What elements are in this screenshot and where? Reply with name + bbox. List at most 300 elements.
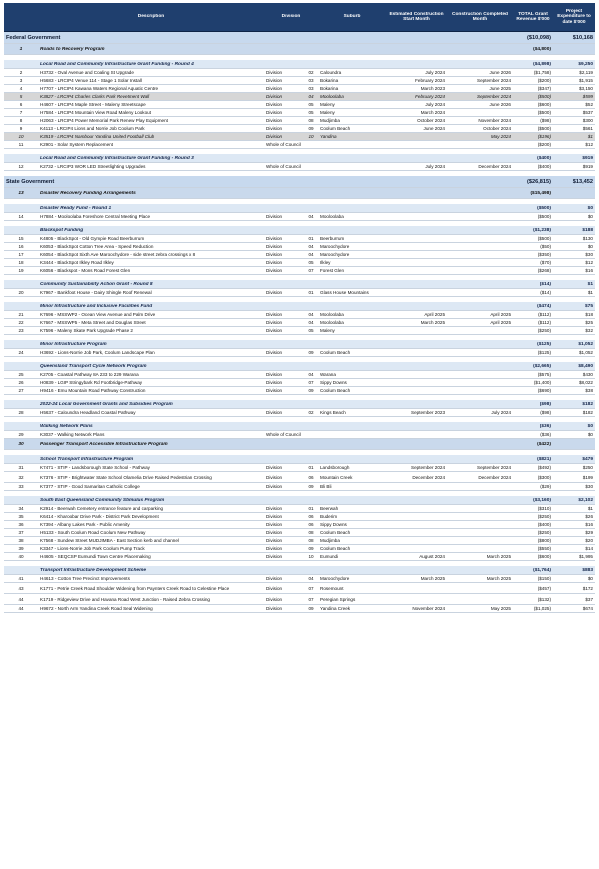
row-description: K7667 - MSSWP5 - Meta Street and Douglas Street [40, 320, 146, 325]
row-revenue: ($50) [540, 244, 551, 249]
row-division-number: 10 [308, 134, 314, 139]
table-row [4, 289, 595, 297]
row-revenue: ($70) [540, 260, 551, 265]
program-row [4, 154, 595, 163]
row-division: Division [266, 102, 283, 107]
program-revenue: ($2,665) [533, 363, 551, 369]
row-description: K3037 - Walking Network Plans [40, 432, 105, 437]
program-expenditure: $883 [582, 567, 593, 573]
row-suburb: Bokarina [320, 86, 339, 91]
program-revenue: ($36) [539, 423, 551, 429]
row-revenue: ($250) [537, 328, 551, 333]
row-division: Division [266, 236, 283, 241]
table-row [4, 251, 595, 259]
table-row [4, 267, 595, 275]
row-division: Division [266, 576, 283, 581]
program-number: 30 [18, 441, 24, 447]
row-description: K2732 - LRCIP3 WOR LED Streetlighting Upgrades [40, 164, 146, 169]
row-suburb: Coolum Beach [320, 350, 351, 355]
row-division: Division [266, 126, 283, 131]
row-revenue: ($492) [537, 465, 551, 470]
table-row [4, 141, 595, 149]
row-expenditure: $37 [585, 596, 593, 602]
program-title: Local Road and Community Infrastructure Grant Funding - Round 4 [40, 61, 194, 67]
program-revenue: ($125) [537, 341, 551, 347]
row-division: Division [266, 554, 283, 559]
row-description: K4113 - LRCIP4 Lions and Norrie Job Coolum Park [40, 126, 145, 131]
row-suburb: Maroochydore [320, 576, 350, 581]
table-header [4, 3, 595, 32]
row-expenditure: $1,915 [578, 78, 593, 83]
row-expenditure: $12 [585, 142, 593, 147]
row-description: K7568 - Sundew Street MUDJIMBA - East Section kerb and channel [40, 538, 179, 543]
row-start-month: September 2024 [411, 465, 445, 470]
table-row [4, 379, 595, 387]
row-description: K7596 - Maleny Skate Park Upgrade Phase 2 [40, 328, 133, 333]
program-expenditure: $479 [582, 456, 593, 462]
row-division: Division [266, 546, 283, 551]
row-number: 16 [18, 244, 24, 249]
row-suburb: Maleny [320, 328, 335, 333]
row-division: Division [266, 484, 283, 489]
table-row [4, 529, 595, 537]
row-revenue: ($600) [537, 554, 551, 559]
row-suburb: Caloundra [320, 70, 342, 75]
row-suburb: Beerwah [320, 506, 339, 511]
row-description: H4607 - LRCIP4 Maple Street - Maleny Streetscape [40, 102, 146, 107]
row-revenue: ($98) [540, 410, 551, 415]
header-suburb: Suburb [343, 14, 361, 20]
row-number: 2 [19, 70, 23, 75]
program-title: Walking Network Plans [40, 423, 93, 429]
program-number-row [4, 188, 595, 199]
row-start-month: March 2024 [420, 110, 445, 115]
program-number: 1 [19, 46, 23, 52]
row-revenue: ($200) [537, 142, 551, 147]
row-expenditure: $919 [582, 164, 593, 169]
row-revenue: ($690) [537, 388, 551, 393]
row-suburb: Maleny [320, 102, 335, 107]
section-revenue: ($10,098) [527, 34, 551, 41]
row-suburb: Coolum Beach [320, 546, 351, 551]
program-expenditure: $1 [587, 281, 593, 287]
row-description: H3692 - Lions-Norrie Job Park, Coolum Landscape Plan [40, 350, 155, 355]
row-revenue: ($800) [537, 538, 551, 543]
row-number: 10 [18, 134, 24, 139]
row-revenue: ($310) [537, 506, 551, 511]
row-completed-month: October 2024 [483, 126, 511, 131]
row-expenditure: $300 [582, 118, 593, 123]
table-row [4, 85, 595, 93]
program-title: Passenger Transport Accessible Infrastructure Program [40, 441, 168, 447]
row-number: 29 [18, 432, 24, 437]
row-description: K3444 - BlackSpot Ilkley Road Ilkley [40, 260, 114, 265]
program-expenditure: $9,250 [578, 61, 593, 67]
row-division-number: 03 [308, 86, 314, 91]
row-number: 31 [18, 465, 24, 470]
row-description: K3347 - Lions-Norrie Job Park Coolum Pump Track [40, 546, 145, 551]
row-revenue: ($250) [537, 530, 551, 535]
row-division: Division [266, 372, 283, 377]
row-division: Division [266, 388, 283, 393]
program-row [4, 422, 595, 431]
row-suburb: Bli Bli [320, 484, 332, 489]
row-revenue: ($196) [537, 134, 551, 139]
program-row [4, 302, 595, 311]
row-number: 44 [18, 596, 24, 602]
row-expenditure: $0 [587, 244, 593, 249]
row-number: 37 [18, 530, 24, 535]
table-row [4, 483, 595, 491]
row-division: Division [266, 596, 283, 602]
section-title: Federal Government [6, 34, 61, 41]
row-division-number: 05 [308, 110, 314, 115]
table-row [4, 327, 595, 335]
program-title: Queensland Transport Cycle Network Program [40, 363, 147, 369]
header-revenue: TOTAL Grant Revenue $'000 [516, 11, 550, 22]
program-expenditure: $75 [584, 303, 593, 309]
row-suburb: Mooloolaba [320, 320, 344, 325]
row-description: K7377 - STIP - Good Samaritan Catholic College [40, 484, 140, 489]
table-row [4, 69, 595, 77]
row-suburb: Ilkley [320, 260, 331, 265]
program-expenditure: $8,490 [578, 363, 593, 369]
row-number: 14 [18, 214, 24, 219]
row-completed-month: September 2024 [477, 94, 511, 99]
row-expenditure: $30 [585, 252, 593, 257]
row-start-month: October 2024 [417, 118, 445, 123]
row-expenditure: $599 [582, 94, 593, 99]
row-completed-month: July 2024 [491, 410, 511, 415]
program-row [4, 280, 595, 289]
row-completed-month: November 2024 [478, 118, 511, 123]
row-division-number: 08 [308, 118, 314, 123]
row-division-number: 05 [308, 260, 314, 265]
row-description: H2063 - LRCIP4 Power Memorial Park Renew Play Equipment [40, 118, 168, 123]
row-revenue: ($14) [540, 290, 551, 295]
row-expenditure: $182 [582, 410, 593, 415]
row-division: Division [266, 522, 283, 527]
row-start-month: February 2024 [415, 94, 445, 99]
row-expenditure: $52 [585, 102, 593, 107]
row-description: K3827 - LRCIP4 Charles Clarks Park Revetment Wall [40, 94, 150, 99]
program-revenue: ($4,898) [533, 61, 551, 67]
program-revenue: ($422) [537, 441, 551, 447]
row-expenditure: $8,022 [578, 380, 593, 385]
program-expenditure: $0 [587, 423, 593, 429]
row-start-month: September 2023 [411, 410, 445, 415]
program-revenue: ($4,800) [533, 46, 551, 52]
row-division-number: 06 [308, 522, 314, 527]
row-start-month: November 2024 [412, 606, 445, 611]
table-row [4, 583, 595, 594]
row-expenditure: $1 [587, 290, 593, 295]
row-division-number: 04 [308, 576, 314, 581]
row-description: K1719 - Ridgeview Drive and Havana Road West Junction - Raised Zebra Crossing [40, 596, 210, 602]
row-division: Division [266, 410, 283, 415]
table-row [4, 371, 595, 379]
row-suburb: Rosemount [320, 585, 344, 591]
row-suburb: Buderim [320, 514, 338, 519]
program-number-row [4, 44, 595, 55]
row-completed-month: April 2025 [490, 320, 511, 325]
table-row [4, 605, 595, 613]
row-revenue: ($132) [537, 596, 551, 602]
row-division-number: 01 [308, 506, 314, 511]
row-division: Division [266, 134, 283, 139]
row-suburb: Bokarina [320, 78, 339, 83]
row-number: 34 [18, 506, 24, 511]
row-expenditure: $16 [585, 268, 593, 273]
table-row [4, 93, 595, 101]
row-expenditure: $18 [585, 312, 593, 317]
row-division: Division [266, 312, 283, 317]
row-number: 4 [19, 86, 23, 91]
row-revenue: ($400) [537, 522, 551, 527]
row-start-month: March 2023 [420, 86, 445, 91]
table-row [4, 213, 595, 221]
program-revenue: ($1,764) [533, 567, 551, 573]
row-number: 41 [18, 576, 24, 581]
row-revenue: ($347) [537, 86, 551, 91]
row-division: Division [266, 268, 283, 273]
program-revenue: ($98) [539, 401, 551, 407]
table-row [4, 243, 595, 251]
row-description: H9416 - Emu Mountain Road Pathway Construction [40, 388, 146, 393]
row-suburb: Forest Glen [320, 268, 344, 273]
row-division: Division [266, 94, 283, 99]
row-revenue: ($112) [538, 312, 551, 317]
row-revenue: ($500) [537, 126, 551, 131]
row-completed-month: June 2026 [489, 102, 511, 107]
table-row [4, 431, 595, 439]
row-number: 32 [18, 474, 24, 480]
row-division: Division [266, 380, 283, 385]
row-description: H7584 - LRCIP4 Mountain View Road Maleny Lookout [40, 110, 151, 115]
row-revenue: ($350) [537, 252, 551, 257]
program-title: Disaster Recovery Funding Arrangements [40, 190, 136, 196]
row-completed-month: December 2024 [478, 474, 511, 480]
table-row [4, 472, 595, 483]
row-number: 23 [18, 328, 24, 333]
row-expenditure: $32 [585, 328, 593, 333]
row-division-number: 04 [308, 320, 314, 325]
row-division: Division [266, 86, 283, 91]
row-number: 44 [18, 606, 24, 611]
program-title: Blackspot Funding [40, 227, 84, 233]
row-division-number: 04 [308, 312, 314, 317]
row-number: 40 [18, 554, 24, 559]
program-title: Transport Infrastructure Development Scheme [40, 567, 147, 573]
row-division: Division [266, 350, 283, 355]
program-revenue: ($1,238) [533, 227, 551, 233]
row-completed-month: June 2026 [489, 70, 511, 75]
row-expenditure: $430 [582, 372, 593, 377]
program-title: School Transport Infrastructure Program [40, 456, 134, 462]
row-expenditure: $30 [585, 484, 593, 489]
program-title: Disaster Ready Fund - Round 1 [40, 205, 112, 211]
program-expenditure: $182 [582, 401, 593, 407]
row-description: H5637 - Caloundra Headland Coastal Pathway [40, 410, 136, 415]
row-revenue: ($500) [537, 110, 551, 115]
row-division: Division [266, 78, 283, 83]
row-number: 11 [18, 142, 24, 147]
program-title: Minor Infrastructure Program [40, 341, 107, 347]
row-suburb: Beerburrum [320, 236, 345, 241]
row-suburb: Mooloolaba [320, 312, 344, 317]
row-division-number: 08 [308, 538, 314, 543]
row-suburb: Yandina [320, 134, 337, 139]
row-expenditure: $16 [585, 522, 593, 527]
table-row [4, 319, 595, 327]
row-revenue: ($500) [537, 94, 551, 99]
row-description: K1771 - Petrie Creek Road Shoulder Widening from Paynters Creek Road to Celestine Place [40, 585, 230, 591]
row-division-number: 02 [308, 410, 314, 415]
row-expenditure: $0 [587, 576, 593, 581]
row-division-number: 09 [308, 606, 314, 611]
row-division-number: 07 [308, 268, 314, 273]
row-suburb: Coolum Beach [320, 388, 351, 393]
program-row [4, 226, 595, 235]
section-row [4, 32, 595, 44]
row-number: 21 [18, 312, 24, 317]
row-suburb: Yandina Creek [320, 606, 351, 611]
row-description: K4805 - BlackSpot - Old Gympie Road Beerburrum [40, 236, 145, 241]
row-description: K6414 - Kharoobar Drive Park - District Park Development [40, 514, 159, 519]
row-division: Division [266, 606, 283, 611]
row-division: Division [266, 530, 283, 535]
row-number: 36 [18, 522, 24, 527]
row-description: K7471 - STIP - Landsborough State School - Pathway [40, 465, 150, 470]
row-description: K6053 - BlackSpot Cotton Tree Area - Speed Reduction [40, 244, 154, 249]
row-suburb: Maroochydore [320, 244, 350, 249]
row-revenue: ($550) [537, 546, 551, 551]
row-division: Division [266, 290, 283, 295]
row-division-number: 01 [308, 465, 314, 470]
row-division-number: 03 [308, 78, 314, 83]
row-division: Division [266, 214, 283, 219]
row-suburb: Eumundi [320, 554, 339, 559]
row-revenue: ($29) [540, 484, 551, 489]
row-start-month: March 2025 [420, 320, 445, 325]
row-suburb: Coolum Beach [320, 126, 351, 131]
program-title: 2022-24 Local Government Grants and Subsidies Program [40, 401, 173, 407]
program-row [4, 566, 595, 575]
row-division-number: 05 [308, 102, 314, 107]
row-expenditure: $2,119 [579, 70, 593, 75]
row-division-number: 04 [308, 244, 314, 249]
row-division-number: 07 [308, 596, 314, 602]
row-division: Whole of Council [266, 164, 301, 169]
row-number: 15 [18, 236, 24, 241]
row-number: 12 [18, 164, 24, 169]
row-revenue: ($600) [537, 102, 551, 107]
row-number: 27 [18, 388, 24, 393]
row-suburb: Mountain Creek [320, 474, 353, 480]
row-division-number: 04 [308, 252, 314, 257]
row-description: K2705 - Coastal Pathway 8A 233 to 229 Warana [40, 372, 139, 377]
row-start-month: December 2024 [412, 474, 445, 480]
row-description: H7884 - Mooloolaba Foreshore Central Meeting Place [40, 214, 151, 219]
row-revenue: ($200) [537, 78, 551, 83]
program-number-row [4, 439, 595, 450]
row-completed-month: September 2024 [477, 78, 511, 83]
section-row [4, 176, 595, 188]
row-number: 39 [18, 546, 24, 551]
table-row [4, 594, 595, 605]
row-division: Division [266, 585, 283, 591]
row-number: 43 [18, 585, 24, 591]
row-division-number: 09 [308, 388, 314, 393]
row-revenue: ($400) [537, 164, 551, 169]
table-row [4, 505, 595, 513]
table-row [4, 133, 595, 141]
row-revenue: ($98) [540, 118, 551, 123]
program-title: Minor Infrastructure and Inclusive Facilities Fund [40, 303, 153, 309]
row-division-number: 07 [308, 585, 314, 591]
row-description: K2914 - Beerwah Cemetery entrance feature and carparking [40, 506, 164, 511]
header-division: Division [281, 14, 301, 20]
row-completed-month: March 2025 [486, 554, 511, 559]
grant-funding-table [4, 3, 595, 613]
row-division: Whole of Council [266, 142, 301, 147]
row-revenue: ($575) [537, 372, 551, 377]
row-expenditure: $130 [582, 236, 593, 241]
row-number: 26 [18, 380, 24, 385]
table-row [4, 553, 595, 561]
row-revenue: ($300) [537, 474, 551, 480]
program-row [4, 204, 595, 213]
row-description: H3732 - Oval Avenue and Coaling St Upgrade [40, 70, 134, 75]
row-completed-month: May 2024 [490, 134, 511, 139]
row-description: K7967 - Bankfoot House - Dairy Shingle Roof Renewal [40, 290, 152, 295]
row-division-number: 07 [308, 380, 314, 385]
row-start-month: March 2025 [420, 576, 445, 581]
program-revenue: ($14) [539, 281, 551, 287]
row-suburb: Mudjimba [320, 118, 340, 123]
table-row [4, 545, 595, 553]
program-title: Community Sustainability Action Grant - Round 8 [40, 281, 153, 287]
row-expenditure: $250 [582, 465, 593, 470]
row-division: Division [266, 320, 283, 325]
row-suburb: Coolum Beach [320, 530, 351, 535]
row-expenditure: $1,995 [578, 554, 593, 559]
program-expenditure: $188 [582, 227, 593, 233]
row-expenditure: $0 [587, 214, 593, 219]
row-expenditure: $12 [585, 260, 593, 265]
row-division: Division [266, 260, 283, 265]
header-description: Description [137, 14, 165, 20]
row-description: K7696 - MSSWP2 - Ocean View Avenue and Palm Drive [40, 312, 156, 317]
row-division-number: 01 [308, 236, 314, 241]
row-description: H0839 - LGIP Stringybark Rd Footbridge-Pathway [40, 380, 143, 385]
header-start: Estimated Construction Start Month [389, 11, 444, 22]
table-row [4, 311, 595, 319]
row-suburb: Warana [320, 372, 336, 377]
section-expenditure: $13,452 [572, 178, 593, 185]
row-number: 6 [19, 102, 23, 107]
row-description: K3519 - LRCIP4 Nambour Yandina United Football Club [40, 134, 155, 139]
row-start-month: June 2024 [423, 126, 445, 131]
table-row [4, 259, 595, 267]
row-description: K6056 - Blackspot - Mons Road Forest Glen [40, 268, 131, 273]
row-suburb: Glass House Mountains [320, 290, 369, 295]
header-completed: Construction Completed Month [452, 11, 508, 22]
row-division: Division [266, 465, 283, 470]
row-description: H5683 - LRCIP4 Venue 114 - Stage 1 Solar Install [40, 78, 142, 83]
row-division-number: 08 [308, 530, 314, 535]
row-suburb: Landsborough [320, 465, 350, 470]
